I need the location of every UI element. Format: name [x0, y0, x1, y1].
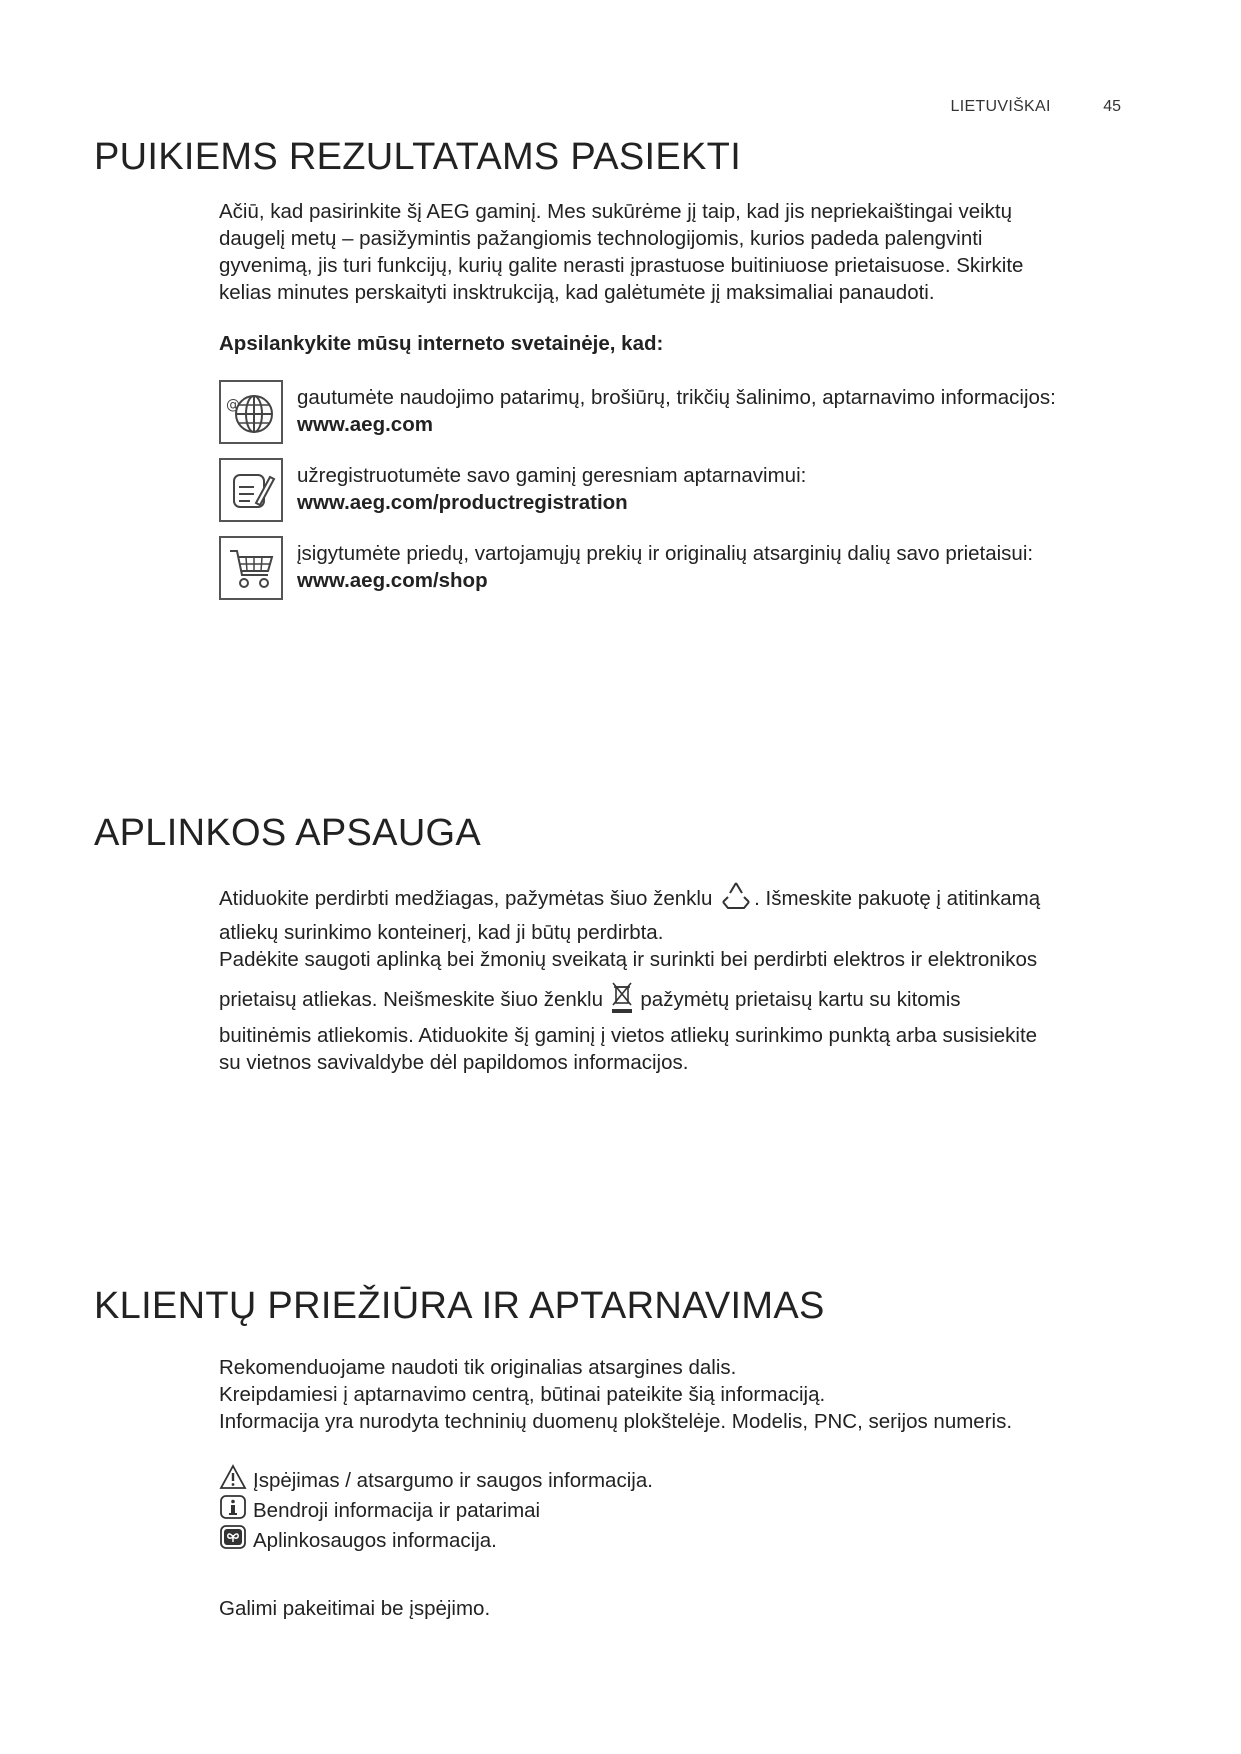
environment-paragraph — [219, 880, 1139, 1076]
symbol-legend — [219, 1465, 1139, 1555]
shopping-cart-icon — [219, 536, 283, 600]
legend-item-info: Bendroji informacija ir patarimai — [219, 1495, 1139, 1525]
link-row-info — [219, 380, 1139, 444]
page-header — [951, 98, 1121, 116]
intro-line: daugelį metų – pasižymintis pažangiomis technologijomis, kurios padeda palengvinti — [219, 227, 983, 250]
website-links — [219, 380, 1139, 614]
link-row-registration — [219, 458, 1139, 522]
recycle-line: Atiduokite perdirbti medžiagas, pažymėtas šiuo ženklu . Išmeskite pakuotę į atitinkamą — [219, 880, 1139, 919]
page-number: 45 — [1103, 98, 1121, 115]
customer-care-paragraph — [219, 1354, 1139, 1435]
link-url-registration[interactable]: www.aeg.com/productregistration — [297, 491, 628, 514]
intro-line: Ačiū, kad pasirinkite šį AEG gaminį. Mes sukūrėme jį taip, kad jis nepriekaištingai veiktų — [219, 200, 1013, 223]
link-description: įsigytumėte priedų, vartojamųjų prekių ir originalių atsarginių dalių savo prietaisui: — [297, 542, 1034, 565]
care-line: Informacija yra nurodyta techninių duomenų plokštelėje. Modelis, PNC, serijos numeris. — [219, 1410, 1013, 1433]
visit-heading: Apsilankykite mūsų interneto svetainėje, kad: — [219, 332, 664, 355]
care-line: Kreipdamiesi į aptarnavimo centrą, būtinai pateikite šią informaciją. — [219, 1383, 826, 1406]
care-line: Rekomenduojame naudoti tik originalias atsargines dalis. — [219, 1356, 737, 1379]
section-title-environment: APLINKOS APSAUGA — [94, 812, 482, 854]
recycle-line-2: atliekų surinkimo konteinerį, kad ji būtų perdirbta. — [219, 921, 664, 944]
globe-icon — [219, 380, 283, 444]
warning-icon — [219, 1464, 247, 1497]
intro-paragraph — [219, 198, 1139, 306]
weee-line-1: Padėkite saugoti aplinką bei žmonių sveikatą ir surinkti bei perdirbti elektros ir elektronikos — [219, 948, 1038, 971]
link-url-aeg[interactable]: www.aeg.com — [297, 413, 433, 436]
changes-note: Galimi pakeitimai be įspėjimo. — [219, 1597, 491, 1620]
intro-line: gyvenimą, jis turi funkcijų, kurių galite nerasti įprastuose buitiniuose prietaisuose. Skirkite — [219, 254, 1024, 277]
link-url-shop[interactable]: www.aeg.com/shop — [297, 569, 488, 592]
weee-line-4: su vietnos savivaldybe dėl papildomos informacijos. — [219, 1051, 689, 1074]
recycle-icon — [718, 880, 754, 919]
intro-line: kelias minutes perskaityti insktrukciją, kad galėtumėte jį maksimaliai panaudoti. — [219, 281, 935, 304]
legend-item-environment: Aplinkosaugos informacija. — [219, 1525, 1139, 1555]
link-description: užregistruotumėte savo gaminį geresniam aptarnavimui: — [297, 464, 807, 487]
link-row-shop — [219, 536, 1139, 600]
svg-text:@: @ — [226, 397, 240, 413]
environment-icon — [219, 1524, 247, 1557]
language-label: LIETUVIŠKAI — [950, 98, 1051, 115]
legend-item-warning: Įspėjimas / atsargumo ir saugos informacija. — [219, 1465, 1139, 1495]
weee-line-2: prietaisų atliekas. Neišmeskite šiuo ženklu pažymėtų prietaisų kartu su kitomis — [219, 979, 1139, 1022]
section-title-customer-care: KLIENTŲ PRIEŽIŪRA IR APTARNAVIMAS — [94, 1285, 825, 1327]
section-title-results: PUIKIEMS REZULTATAMS PASIEKTI — [94, 136, 742, 178]
info-icon — [219, 1494, 247, 1527]
crossed-bin-icon — [609, 979, 635, 1022]
registration-form-icon — [219, 458, 283, 522]
link-description: gautumėte naudojimo patarimų, brošiūrų, trikčių šalinimo, aptarnavimo informacijos: — [297, 386, 1056, 409]
weee-line-3: buitinėmis atliekomis. Atiduokite šį gaminį į vietos atliekų surinkimo punktą arba susisiekite — [219, 1024, 1038, 1047]
